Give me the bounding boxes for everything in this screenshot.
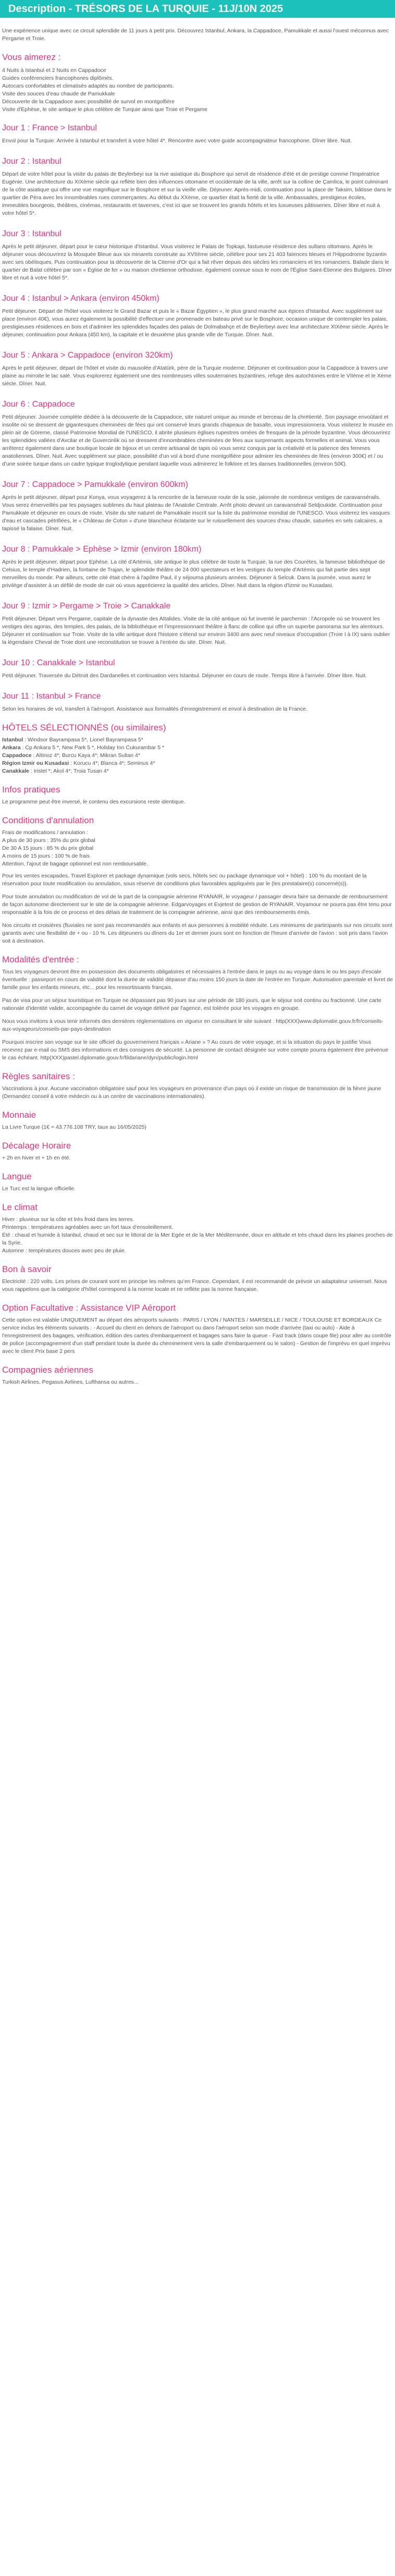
hotel-item bbox=[2, 752, 393, 760]
hotel-city: Istanbul bbox=[2, 737, 23, 743]
monnaie-text: La Livre Turque (1€ = 43.776.108 TRY, taux au 16/05/2025) bbox=[2, 1124, 146, 1130]
list-item: Découverte de la Cappadoce avec possibilité de survol en montgolfière bbox=[2, 99, 175, 105]
day-text: Après le petit déjeuner, départ de l'hôtel et visite du mausolée d'Atatürk, père de la Turquie moderne. Déjeuner et continuation pour la Cappadoce à travers une plaine au mirroite le lac salé. Vous explorerez également une des nombreuses villes souterraines byzantines, refuge des autochtones entre le VIIème et le Xème siècle. Dîner. Nuit. bbox=[2, 365, 392, 387]
hotel-city: Canakkale bbox=[2, 768, 29, 774]
page-title: Description - TRÉSORS DE LA TURQUIE - 11J/10N 2025 bbox=[0, 0, 395, 18]
decalage-heading: Décalage Horaire bbox=[2, 1141, 71, 1151]
day-text: Petit déjeuner. Départ de l'hôtel vous visiterez le Grand Bazar et puis le « Bazar Égyptien », le plus grand marché aux épices d'Istanbul. Avec supplément sur place (environ 40€), vous aurez également la possibilité d'effectuer une promenade en bateau privé sur le Bosphore, occasion unique de contempler les palais, prestigieuses résidences en bois et d'admirer les splendides façades des palais de Dolmabahçe et de Beylerbeyi avec leur architecture XIXème siècle. Après le déjeuner, continuation pour Ankara (450 km), la capitale et le deuxième plus grande ville de Turquie. Dîner. Nuit. bbox=[2, 308, 389, 338]
conditions-list bbox=[2, 829, 393, 868]
hotel-item bbox=[2, 744, 393, 752]
bon-heading: Bon à savoir bbox=[2, 1264, 52, 1274]
list-item: Printemps : températures agréables avec un fort taux d'ensoleillement. bbox=[2, 1224, 174, 1230]
langue-text: Le Turc est la langue officielle. bbox=[2, 1186, 76, 1192]
list-item: Visite d'Ephèse, le site antique le plus célèbre de Turquie ainsi que Troie et Pergame bbox=[2, 106, 208, 113]
hotel-names: : Cp Ankara 5 *, New Park 5 *, Holiday Inn Cukurambar 5 * bbox=[20, 744, 165, 751]
modalites-heading: Modalités d'entrée : bbox=[2, 955, 79, 965]
list-item: A moins de 15 jours : 100 % de frais bbox=[2, 853, 90, 859]
option-heading: Option Facultative : Assistance VIP Aéroport bbox=[2, 1303, 176, 1313]
hotel-names: : Korucu 4*; Blanca 4*; Seminus 4* bbox=[69, 760, 155, 766]
interest-heading: Vous aimerez : bbox=[2, 52, 61, 62]
list-item: Automne : températures douces avec peu de pluie. bbox=[2, 1248, 126, 1254]
list-item: Été : chaud et humide à Istanbul, chaud et sec sur le littoral de la Mer Egée et de la Mer Méditerranée, doux en altitude et très chaud dans les plaines proches de la Syrie. bbox=[2, 1232, 393, 1246]
day-title: Jour 3 : Istanbul bbox=[2, 229, 61, 238]
option-text: Cette option est valable UNIQUEMENT au départ des aéroports suivants : PARIS / LYON / NANTES / MARSEILLE / NICE / TOULOUSE ET BORDEAUX Ce service inclus les éléments suivants : - Accueil du client en dehors de l'aéroport ou dans l'aéroport selon son mode d'arrivée (taxi ou auto) - Aide à l'enregistrement des bagages, vérification, édition des cartes d'embarquement et bagages sans faire la queue - Fast track (dans coupe file) pour aller au contrôle de police (accompagnement d'un staff pendant toute la durée du cheminement vers la salle d'embarquement ou le salon) - Gestion de l'imprévu en quel imprévu avec le client Prix base 2 pers bbox=[2, 1317, 392, 1354]
infos-text: Le programme peut être inversé, le contenu des excursions reste identique. bbox=[2, 799, 186, 805]
day-text: Petit déjeuner. Journée complète dédiée à la découverte de la Cappadoce, site naturel unique au monde et berceau de la chrétienté. Son paysage envoûtant et insolite où se dressent de gigantesques cheminées de fées qui ont conservé leurs grands chapeaux de basalte, vous impressionnera. Vous visiterez le musée en plein air de Göreme, classé Patrimoine Mondial de l'UNESCO, il abrite plusieurs églises rupestres ornées de fresques de la période byzantine. Vous découvrirez les splendides vallées d'Avcilar et de Guvercinlik où se dressent d'innombrables cheminées de fées aux surprenants aspects formelles et animal. Vous vous arrêterez également dans une boutique locale de bijoux et un centre artisanal de tapis où vous serez conquis par la créativité et la patience des femmes anatoliennes. Dîner. Nuit. Avec supplément sur place, possibilité d'un vol à bord d'une montgolfière pour admirer les cheminées de fées (environ 300€) et / ou d'une soirée turque dans un cadre typique troglodytique pendant laquelle vous admirerez le folklore et les danses traditionnelles (environ 50€). bbox=[2, 414, 393, 467]
sanitaires-heading: Règles sanitaires : bbox=[2, 1071, 75, 1081]
modalites-text: Pas de visa pour un séjour touristique en Turquie ne dépassant pas 90 jours sur une période de 180 jours, que le séjour soit continu ou fractionné. Une carte nationale d'identité valide, accompagnée du carnet de voyage délivré par l'agence, est tolérée pour les voyages en groupe. bbox=[2, 997, 381, 1011]
intro-text: Une expérience unique avec ce circuit splendide de 11 jours à petit prix. Découvrez Istanbul, Ankara, la Cappadoce, Pamukkale et aussi l'ouest méconnus avec Pergame et Troie. bbox=[2, 28, 389, 42]
day-text: Après le petit déjeuner, départ pour Konya, vous voyagerez à la rencontre de la fameuse route de la soie, jalonnée de nombreux vestiges de caravansérails. Vous serez émerveillés par les paysages sublimes du haut plateau de l'Anatolie Centrale. Arrêt photo devant un caravansérail Seldjoukide. Continuation pour Pamukkale et déjeuner en cours de route. Visite du site naturel de Pamukkale inscrit sur la liste du patrimoine mondial de l'UNESCO. Vous visiterez les vasques d'eau et cascades pétrifiées, le « Château de Coton » d'une blancheur éclatante sur le ruissellement des sources d'eau chaude, saturées en sels calcaires, a tapissé la falaise. Dîner. Nuit. bbox=[2, 494, 390, 532]
day-text: Petit déjeuner. Départ vers Pergame, capitale de la dynastie des Attalides. Visite de la cité antique où fut inventé le parchemin : l'Acropole où se trouvent les vestiges des agoras, des temples, des palais, de la bibliothèque et l'impressionnant théâtre à flanc de colline qui offre un superbe panorama sur les alentours. Déjeuner et continuation sur Troie. Visite de la ville antique dont l'histoire s'étend sur environ 3400 ans avec neuf niveaux d'occupation (Troie I à IX) sans oublier la légendaire Cheval de Troie dont une reconstitution se trouve à l'entrée du site. Dîner. Nuit. bbox=[2, 616, 390, 645]
day-title: Jour 9 : Izmir > Pergame > Troie > Canakkale bbox=[2, 602, 171, 611]
list-item: De 30 A 15 jours : 85 % du prix global bbox=[2, 845, 94, 851]
day-title: Jour 6 : Cappadoce bbox=[2, 400, 75, 409]
modalites-text: Pourquoi inscrire son voyage sur le site officiel du gouvernement français « Ariane » ? Au cours de votre voyage, et si la situation du pays le justifie Vous recevrez par e-mail ou SMS des informations et des consignes de sécurité. La personne de contact désignée sur votre compte pourra également être prévenue le cas échéant. http(XXX)pastel.diplomatie.gouv.fr/fildariane/dyn/public/login.html bbox=[2, 1039, 389, 1061]
day-title: Jour 4 : Istanbul > Ankara (environ 450km) bbox=[2, 294, 159, 303]
list-item: Frais de modifications / annulation : bbox=[2, 829, 89, 836]
conditions-text: Pour les ventes escapades, Travel Explorer et package dynamique (vols secs, hôtels sec ou package dynamique vol + hôtel) : 100 % du montant de la réservation pour toute modification ou annulation, sous réserve de conditions plus favorables appliquées par le (les prestataire(s) concerné(s)). bbox=[2, 873, 367, 887]
hotel-names: : Windsor Bayrampasa 5*, Lionel Bayrampasa 5* bbox=[23, 737, 143, 743]
day-title: Jour 2 : Istanbul bbox=[2, 157, 61, 166]
interest-list bbox=[2, 67, 393, 114]
decalage-text: + 2h en hiver et + 1h en été. bbox=[2, 1155, 71, 1161]
hotel-city: Cappadoce bbox=[2, 752, 32, 759]
day-title: Jour 7 : Cappadoce > Pamukkale (environ 600km) bbox=[2, 480, 189, 489]
hotel-city: Ankara bbox=[2, 744, 21, 751]
modalites-text: Nous vous invitons à vous tenir informés des dernières réglementations en vigueur en consultant le site suivant : http(XXX)www.diplomatie.gouv.fr/fr/conseils-aux-voyageurs/conseils-par-pays-destination bbox=[2, 1018, 384, 1032]
list-item: A plus de 30 jours : 35% du prix global bbox=[2, 837, 95, 844]
list-item: 4 Nuits à Istanbul et 2 Nuits en Cappadoce bbox=[2, 67, 106, 74]
conditions-heading: Conditions d'annulation bbox=[2, 815, 94, 825]
list-item: Visite des souces d'eau chaude de Pamukkale bbox=[2, 91, 115, 97]
list-item: Hiver : pluvieux sur la côte et très froid dans les terres. bbox=[2, 1216, 134, 1223]
infos-heading: Infos pratiques bbox=[2, 785, 60, 795]
sanitaires-text: Vaccinations à jour. Aucune vaccination obligatoire sauf pour les voyageurs en provenance d'un pays où il existe un risque de transmission de la fièvre jaune (Demandez conseil à votre médecin ou à un centre de vaccinations internationales). bbox=[2, 1085, 381, 1100]
hotel-item bbox=[2, 736, 393, 744]
itinerary bbox=[2, 123, 393, 713]
compagnies-text: Turkish Airlines, Pegasus Airlines, Lufthansa ou autres... bbox=[2, 1379, 139, 1385]
hotel-names: : Iristel *; Akol 4*; Troia Tusan 4* bbox=[29, 768, 109, 774]
modalites-text: Tous les voyageurs devront être en possession des documents obligatoires et nécessaires à l'entrée dans le pays ou au voyage dans le ou les pays d'escale éventuelle : passeport en cours de validité dont la durée de validité dépasse d'au moins 150 jours la date de l'entrée en Turquie. Autorisation parentale et livret de famille pour les enfants mineurs, etc... pour les ressortissants français. bbox=[2, 969, 393, 991]
conditions-text: Nos circuits et croisières (fluviales ne sont pas recommandés aux enfants et aux personnes à mobilité réduite. Les minimums de participants sur nos circuits sont garantis avec une flexibilité de + ou - 10 %. Les déjeuners ou dîners du 1er et dernier jours sont en fonction de l'heure d'arrivée de l'avion : soit pris dans l'avion soit à destination. bbox=[2, 922, 392, 944]
content bbox=[0, 27, 395, 1386]
list-item: Guides conférenciers francophones diplômés. bbox=[2, 75, 114, 81]
day-title: Jour 5 : Ankara > Cappadoce (environ 320km) bbox=[2, 351, 173, 360]
conditions-text: Pour toute annulation ou modification de vol de la part de la compagnie aérienne RYANAIR, le voyageur / passager devra faire sa demande de remboursement de façon autonome directement sur le site de la compagnie aérienne. Edgarvoyages et Evjetest de gestion de RYANAIR. Voyamour ne pourra pas être tenu pour responsable à la fois de ce process et des délais de traitement de la compagnie aérienne, ainsi que des remboursements émis. bbox=[2, 894, 392, 915]
list-item: Attention, l'ajout de bagage optionnel est non remboursable. bbox=[2, 861, 148, 867]
day-text: Petit déjeuner. Traversée du Détroit des Dardanelles et continuation vers Istanbul. Déjeuner en cours de route. Temps libre à l'arrivée. Dîner libre. Nuit. bbox=[2, 673, 367, 679]
day-title: Jour 1 : France > Istanbul bbox=[2, 124, 97, 132]
day-text: Départ de votre hôtel pour la visite du palais de Beylerbeyi sur la rive asiatique du Bosphore qui servit de résidence d'été et de prestige comme l'Impératrice Eugénie. Une architecture du XIXème siècle qui reflète bien des influences ottomane et occidentale de la ville, arrêt sur la colline de Çamlica, le point culminant de la côte asiatique qui offre une vue magnifique sur le Bosphore et sur la vieille ville. Déjeuner. Après-midi, continuation pour la place de Taksim, bâtisse dans le quartier de Péra avec les innombrables rues commerçantes. Au début du XXème, ce quartier était la fierté de la ville. Ambassades, prestigieux écoles, immeubles bourgeois, théâtres, cinémas, restaurants et tavernes, c'est ici que se trouvent les grands hôtels et les luxueuses pâtisseries. Dîner libre et nuit à votre hôtel 5*. bbox=[2, 171, 392, 216]
climat-heading: Le climat bbox=[2, 1202, 38, 1212]
day-text: Selon les horaires de vol, transfert à l'aéroport. Assistance aux formalités d'enregistrement et envol à destination de la France. bbox=[2, 706, 307, 712]
compagnies-heading: Compagnies aériennes bbox=[2, 1365, 93, 1375]
day-text: Après le petit déjeuner, départ pour le cœur historique d'Istanbul. Vous visiterez le Palais de Topkapi, fastueuse résidence des sultans ottomans. Après le déjeuner vous découvrirez la Mosquée Bleue aux six minarets construite au XVIIème siècle, célèbre pour ses 21 403 faïences bleues et l'Hippodrome byzantin avec ses obélisques. Puis continuation pour la découverte de la Citerne d'Or qui a fait rêver depuis des siècles les romanciers et les romanciers. Balade dans le quartier de Balat célèbre par son « Église de fer » ou maison chrétienne orthodoxe, également connue sous le nom de l'Église Saint-Étienne des Bulgares. Dîner libre et nuit à votre hôtel 5*. bbox=[2, 243, 392, 281]
climat-list bbox=[2, 1216, 393, 1255]
hotels-list bbox=[2, 736, 393, 775]
day-title: Jour 11 : Istanbul > France bbox=[2, 692, 101, 701]
hotel-city: Région Izmir ou Kusadasi bbox=[2, 760, 69, 766]
hotels-heading: HÔTELS SÉLECTIONNÉS (ou similaires) bbox=[2, 723, 166, 732]
day-title: Jour 10 : Canakkale > Istanbul bbox=[2, 658, 115, 667]
hotel-names: : Altinoz 4*; Burcu Kaya 4*; Mikran Sultan 4* bbox=[31, 752, 140, 759]
hotel-item bbox=[2, 760, 393, 767]
langue-heading: Langue bbox=[2, 1171, 32, 1181]
day-text: Envol pour la Turquie. Arrivée à Istanbul et transfert à votre hôtel 4*. Rencontre avec votre guide accompagnateur francophone. Dîner libre. Nuit. bbox=[2, 138, 352, 144]
day-text: Après le petit déjeuner, départ pour Ephèse. La cité d'Artémis, site antique le plus célèbre de toute la Turquie, la rue des Courètes, la fameuse bibliothèque de Celsius, le temple d'Hadrien, la fontaine de Trajan, le splendide théâtre de 24 000 spectateurs et les vestiges du temple d'Artémis qui fait partie des sept merveilles du monde. Par ailleurs, cette cité était chère à l'apôtre Paul, il y séjourna plusieurs années. Déjeuner à Selcuk. Dans la journée, vous aurez le privilège d'assister à un défilé de mode de cuir où vous apprécierez la qualité des articles. Dîner. Nuit dans la région d'Izmir ou Kusadasi. bbox=[2, 559, 385, 589]
monnaie-heading: Monnaie bbox=[2, 1110, 36, 1120]
hotel-item bbox=[2, 767, 393, 775]
day-title: Jour 8 : Pamukkale > Ephèse > Izmir (environ 180km) bbox=[2, 545, 202, 554]
list-item: Autocars confortables et climatisés adaptés au nombre de participants. bbox=[2, 83, 174, 89]
bon-text: Electricité : 220 volts. Les prises de courant sont en principe les mêmes qu'en France. Cependant, il est recommandé de prévoir un adaptateur universel. Nous vous rappelons que la catégorie d'hôtel correspond à la norme locale et ne reflète pas la norme française. bbox=[2, 1278, 387, 1292]
